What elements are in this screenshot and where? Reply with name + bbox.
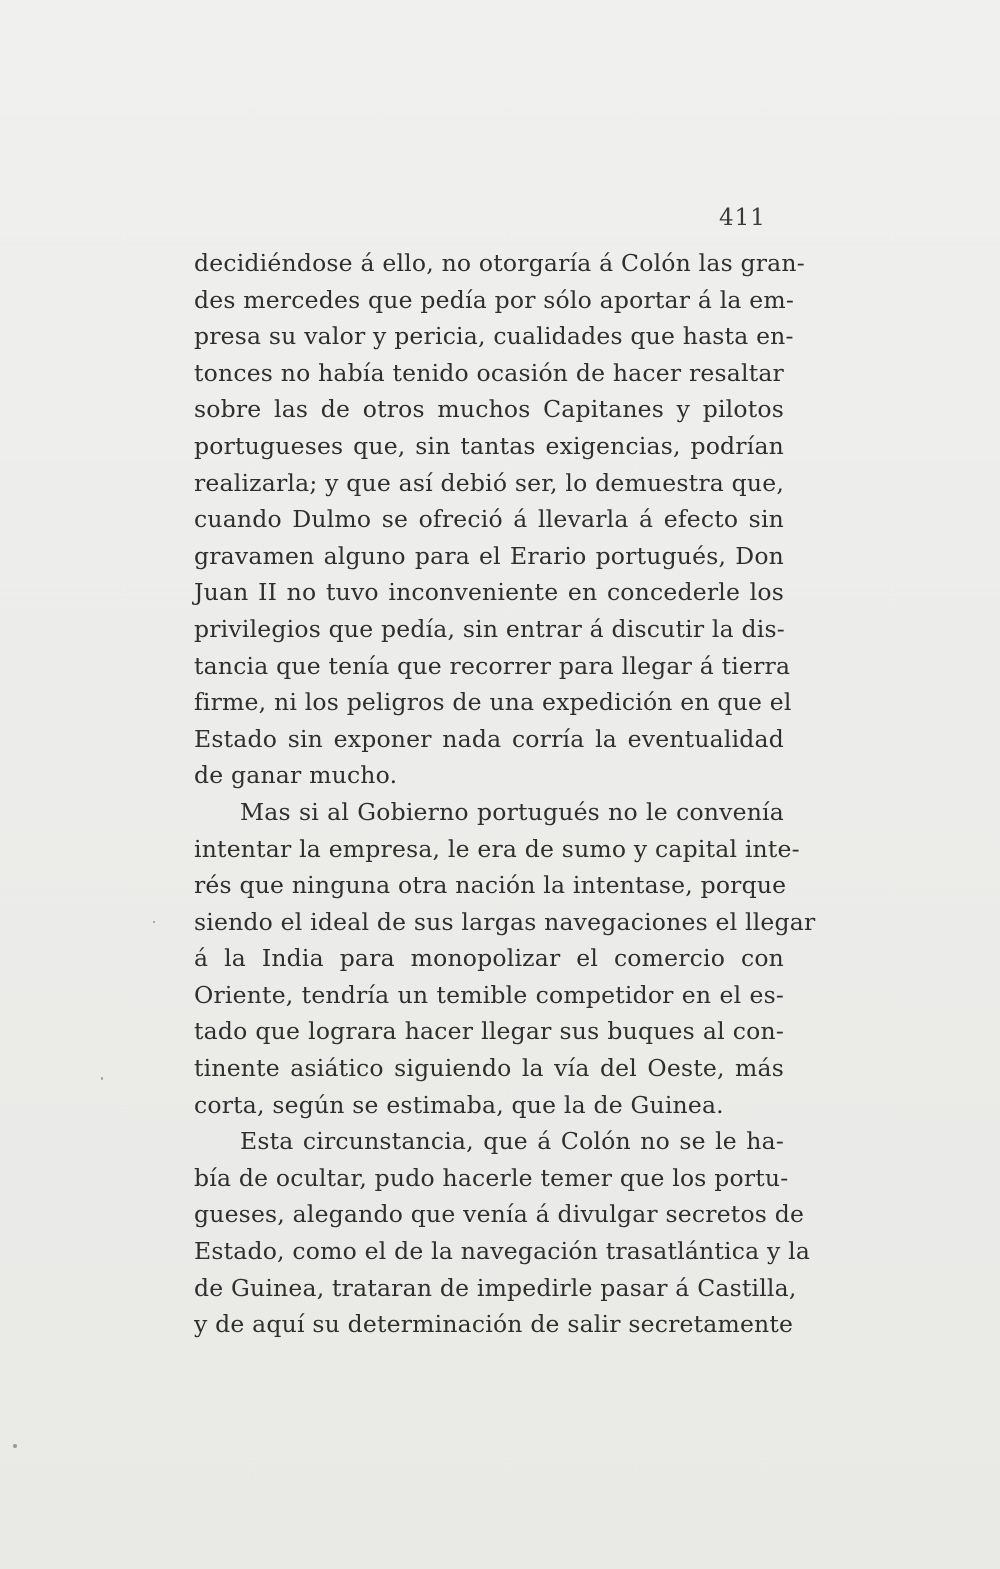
text-line: privilegios que pedía, sin entrar á discutir la dis- (194, 614, 785, 643)
text-line: rés que ninguna otra nación la intentase, porque (194, 871, 787, 900)
text-line: Estado sin exponer nada corría la eventualidad (194, 724, 784, 753)
text-line: firme, ni los peligros de una expedición en que el (194, 688, 792, 717)
text-line: decidiéndose á ello, no otorgaría á Colón las gran- (194, 249, 805, 277)
text-line: Estado, como el de la navegación trasatlántica y la (194, 1237, 811, 1266)
text-line: des mercedes que pedía por sólo aportar á la em- (194, 285, 795, 314)
scan-speck (153, 921, 155, 923)
paragraph-3 (194, 1123, 811, 1343)
text-line: tado que lograra hacer llegar sus buques al con- (194, 1017, 784, 1046)
text-line: gravamen alguno para el Erario portugués, Don (194, 541, 784, 570)
scan-speck (101, 1077, 103, 1080)
text-line: de ganar mucho. (194, 761, 398, 790)
scan-speck (13, 1444, 17, 1448)
body-text (194, 245, 816, 1343)
text-line: Esta circunstancia, que á Colón no se le ha- (240, 1127, 784, 1156)
text-line: corta, según se estimaba, que la de Guinea. (194, 1090, 724, 1119)
text-line: y de aquí su determinación de salir secretamente (194, 1310, 794, 1339)
paragraph-1 (194, 245, 805, 794)
text-line: tonces no había tenido ocasión de hacer resaltar (194, 358, 784, 387)
text-line: á la India para monopolizar el comercio con (194, 944, 784, 973)
text-line: intentar la empresa, le era de sumo y capital inte- (194, 834, 800, 863)
text-line: bía de ocultar, pudo hacerle temer que los portu- (194, 1163, 789, 1192)
text-line: tinente asiático siguiendo la vía del Oeste, más (194, 1054, 784, 1083)
paragraph-2 (194, 794, 816, 1123)
text-line: sobre las de otros muchos Capitanes y pilotos (194, 395, 784, 424)
text-line: portugueses que, sin tantas exigencias, podrían (194, 431, 784, 460)
text-line: Oriente, tendría un temible competidor en el es- (194, 980, 784, 1009)
text-line: tancia que tenía que recorrer para llegar á tierra (194, 651, 791, 680)
page-number: 411 (719, 205, 766, 231)
text-line: siendo el ideal de sus largas navegaciones el llegar (194, 907, 816, 936)
text-line: cuando Dulmo se ofreció á llevarla á efecto sin (194, 505, 784, 534)
text-line: gueses, alegando que venía á divulgar secretos de (194, 1200, 805, 1229)
text-line: Mas si al Gobierno portugués no le convenía (240, 797, 784, 826)
text-line: Juan II no tuvo inconveniente en concederle los (194, 578, 784, 607)
text-line: realizarla; y que así debió ser, lo demuestra que, (194, 468, 784, 497)
text-line: presa su valor y pericia, cualidades que hasta en- (194, 322, 794, 351)
text-line: de Guinea, trataran de impedirle pasar á Castilla, (194, 1273, 797, 1302)
